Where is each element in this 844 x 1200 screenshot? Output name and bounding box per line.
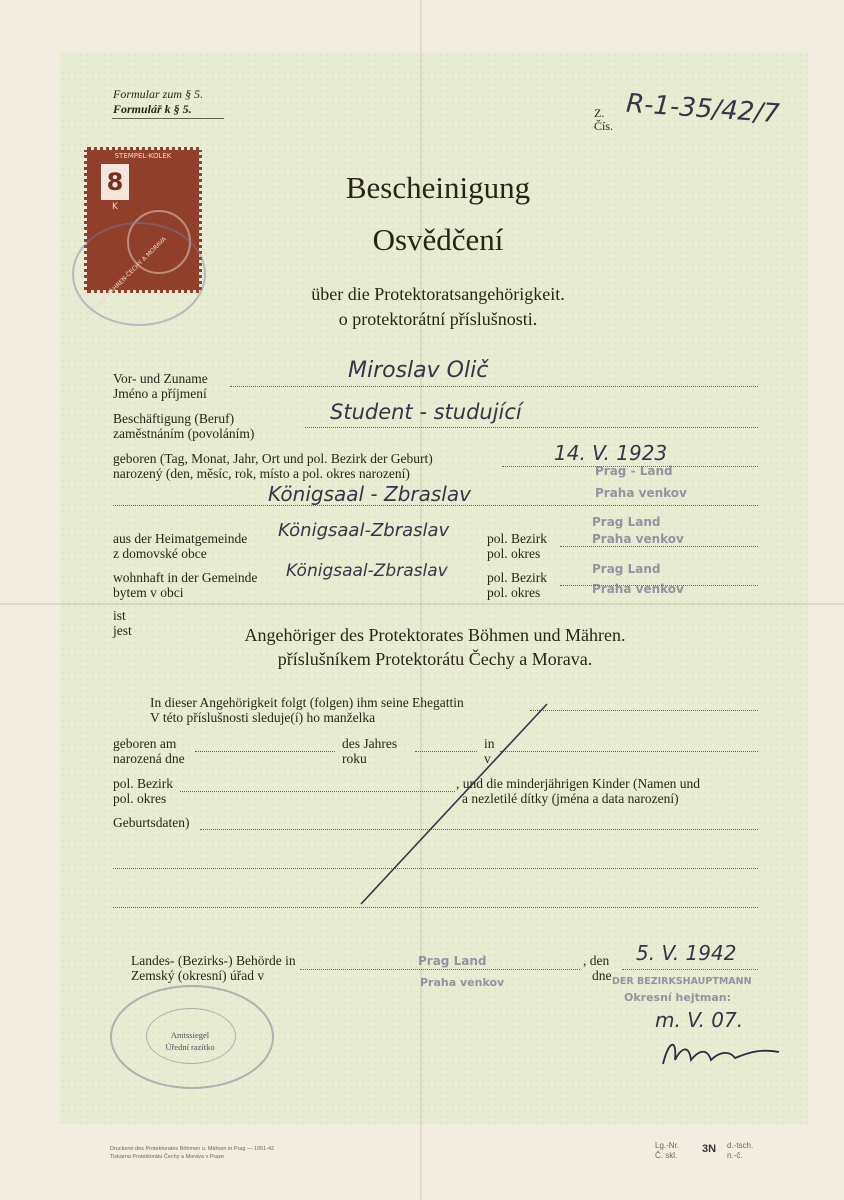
residence-district-cz: pol. okres	[487, 585, 541, 600]
spouse-born-cz: narozená dne	[113, 751, 185, 766]
authority-line	[300, 969, 580, 970]
occupation-value: Student - studující	[330, 400, 522, 424]
revenue-stamp-side: BÖHMEN-MÄHREN-ČECHY A MORAVA	[84, 235, 168, 320]
seal-label-de: Amtssiegel	[170, 1030, 210, 1040]
authority-stamp-line2: Praha venkov	[420, 976, 505, 989]
name-label-cz: Jméno a příjmení	[113, 386, 207, 401]
name-line	[230, 386, 758, 387]
ist-label: ist	[113, 608, 126, 623]
form-ref-rule	[112, 118, 224, 119]
revenue-stamp-value: 8	[101, 164, 129, 200]
name-value: Miroslav Olič	[348, 358, 489, 383]
protectorate-cz: příslušníkem Protektorátu Čechy a Morava.	[277, 649, 593, 669]
residence-district-line	[560, 585, 758, 586]
home-value: Königsaal-Zbraslav	[278, 520, 450, 541]
birth-label-de: geboren (Tag, Monat, Jahr, Ort und pol. Bezirk der Geburt)	[113, 451, 433, 466]
jest-label: jest	[113, 623, 132, 638]
residence-label-cz: bytem v obci	[113, 585, 184, 600]
residence-district-de: pol. Bezirk	[487, 570, 547, 585]
footer-code-1: Lg.-Nr.	[655, 1141, 680, 1150]
spouse-district-de: pol. Bezirk	[113, 776, 173, 791]
date-label-cz: dne	[592, 968, 612, 983]
authority-stamp-line1: Prag Land	[418, 954, 487, 968]
spouse-in-de: in	[484, 736, 495, 751]
form-ref-de: Formular zum § 5.	[113, 87, 204, 101]
occupation-line	[305, 427, 758, 428]
title-de: Bescheinigung	[345, 170, 531, 205]
cancel-postmark-icon	[72, 222, 206, 326]
footer-printer-de: Druckerei des Protektorates Böhmen u. Mähren in Prag — 1951-42	[110, 1146, 275, 1152]
protectorate-de: Angehöriger des Protektorates Böhmen und Mähren.	[244, 625, 626, 645]
spouse-year-de: des Jahres	[342, 736, 398, 751]
fold-line-horizontal	[0, 603, 844, 605]
spouse-in-cz: v	[484, 751, 491, 766]
form-ref-cz: Formulář k § 5.	[113, 102, 192, 116]
birth-stamp-line2: Praha venkov	[595, 486, 687, 500]
signature-icon	[655, 1030, 785, 1080]
home-label-de: aus der Heimatgemeinde	[113, 531, 248, 546]
subtitle-de: über die Protektoratsangehörigkeit.	[311, 284, 565, 304]
spouse-line	[530, 710, 758, 711]
birth-date-value: 14. V. 1923	[554, 441, 668, 465]
office-stamp-line2: Okresní hejtman:	[624, 991, 731, 1004]
title-cz: Osvědčení	[372, 222, 504, 257]
home-district-line	[560, 546, 758, 547]
revenue-stamp-unit: K	[112, 202, 118, 212]
revenue-stamp-header: STEMPEL-KOLEK	[114, 152, 172, 160]
residence-label-de: wohnhaft in der Gemeinde	[113, 570, 258, 585]
spouse-birthdates: Geburtsdaten)	[113, 815, 190, 830]
spouse-born-de: geboren am	[113, 736, 177, 751]
occupation-label-cz: zaměstnáním (povoláním)	[113, 426, 255, 441]
subtitle-cz: o protektorátní příslušnosti.	[338, 309, 538, 329]
authority-label-cz: Zemský (okresní) úřad v	[131, 968, 265, 983]
office-stamp-line1: DER BEZIRKSHAUPTMANN	[612, 976, 752, 987]
date-line	[622, 969, 758, 970]
birth-place-line	[113, 505, 758, 506]
date-value: 5. V. 1942	[636, 941, 737, 965]
name-label-de: Vor- und Zuname	[113, 371, 208, 386]
birth-place-value: Königsaal - Zbraslav	[268, 482, 471, 506]
doc-number-value: R-1-35/42/7	[625, 88, 781, 130]
doc-number-label-cz: Čís.	[594, 119, 614, 133]
spouse-year-cz: roku	[342, 751, 367, 766]
footer-printer-cz: Tiskárna Protektorátu Čechy a Morava v Praze	[110, 1154, 225, 1160]
home-label-cz: z domovské obce	[113, 546, 207, 561]
birth-stamp-line1: Prag - Land	[595, 464, 673, 478]
birth-label-cz: narozený (den, měsíc, rok, místo a pol. okres narození)	[113, 466, 410, 481]
residence-stamp-line2: Praha venkov	[592, 582, 684, 596]
spouse-kids-cz: a nezletilé dítky (jména a data narození)	[462, 791, 679, 806]
home-stamp-line2: Praha venkov	[592, 532, 684, 546]
spouse-line-de: In dieser Angehörigkeit folgt (folgen) ihm seine Ehegattin	[150, 695, 464, 710]
footer-code-4: d.-tsch.	[727, 1141, 754, 1150]
home-district-cz: pol. okres	[487, 546, 541, 561]
signature-note: m. V. 07.	[655, 1008, 744, 1032]
spouse-district-cz: pol. okres	[113, 791, 167, 806]
seal-label-cz: Úřední razítko	[165, 1042, 215, 1052]
spouse-born-line	[195, 751, 335, 752]
footer-code-2: Č. skl.	[655, 1151, 678, 1160]
footer-code-3: 3N	[702, 1143, 717, 1155]
footer-code-5: n.-č.	[727, 1151, 743, 1160]
spouse-kids-de: , und die minderjährigen Kinder (Namen und	[456, 776, 701, 791]
date-label-de: , den	[583, 953, 610, 968]
residence-stamp-line1: Prag Land	[592, 562, 661, 576]
spouse-line-cz: V této příslušnosti sleduje(í) ho manželka	[150, 710, 376, 725]
home-district-de: pol. Bezirk	[487, 531, 547, 546]
strike-through-line	[355, 700, 555, 910]
authority-label-de: Landes- (Bezirks-) Behörde in	[131, 953, 296, 968]
occupation-label-de: Beschäftigung (Beruf)	[113, 411, 235, 426]
residence-value: Königsaal-Zbraslav	[286, 561, 448, 581]
doc-number-label-de: Z.	[594, 106, 605, 120]
home-stamp-line1: Prag Land	[592, 515, 661, 529]
